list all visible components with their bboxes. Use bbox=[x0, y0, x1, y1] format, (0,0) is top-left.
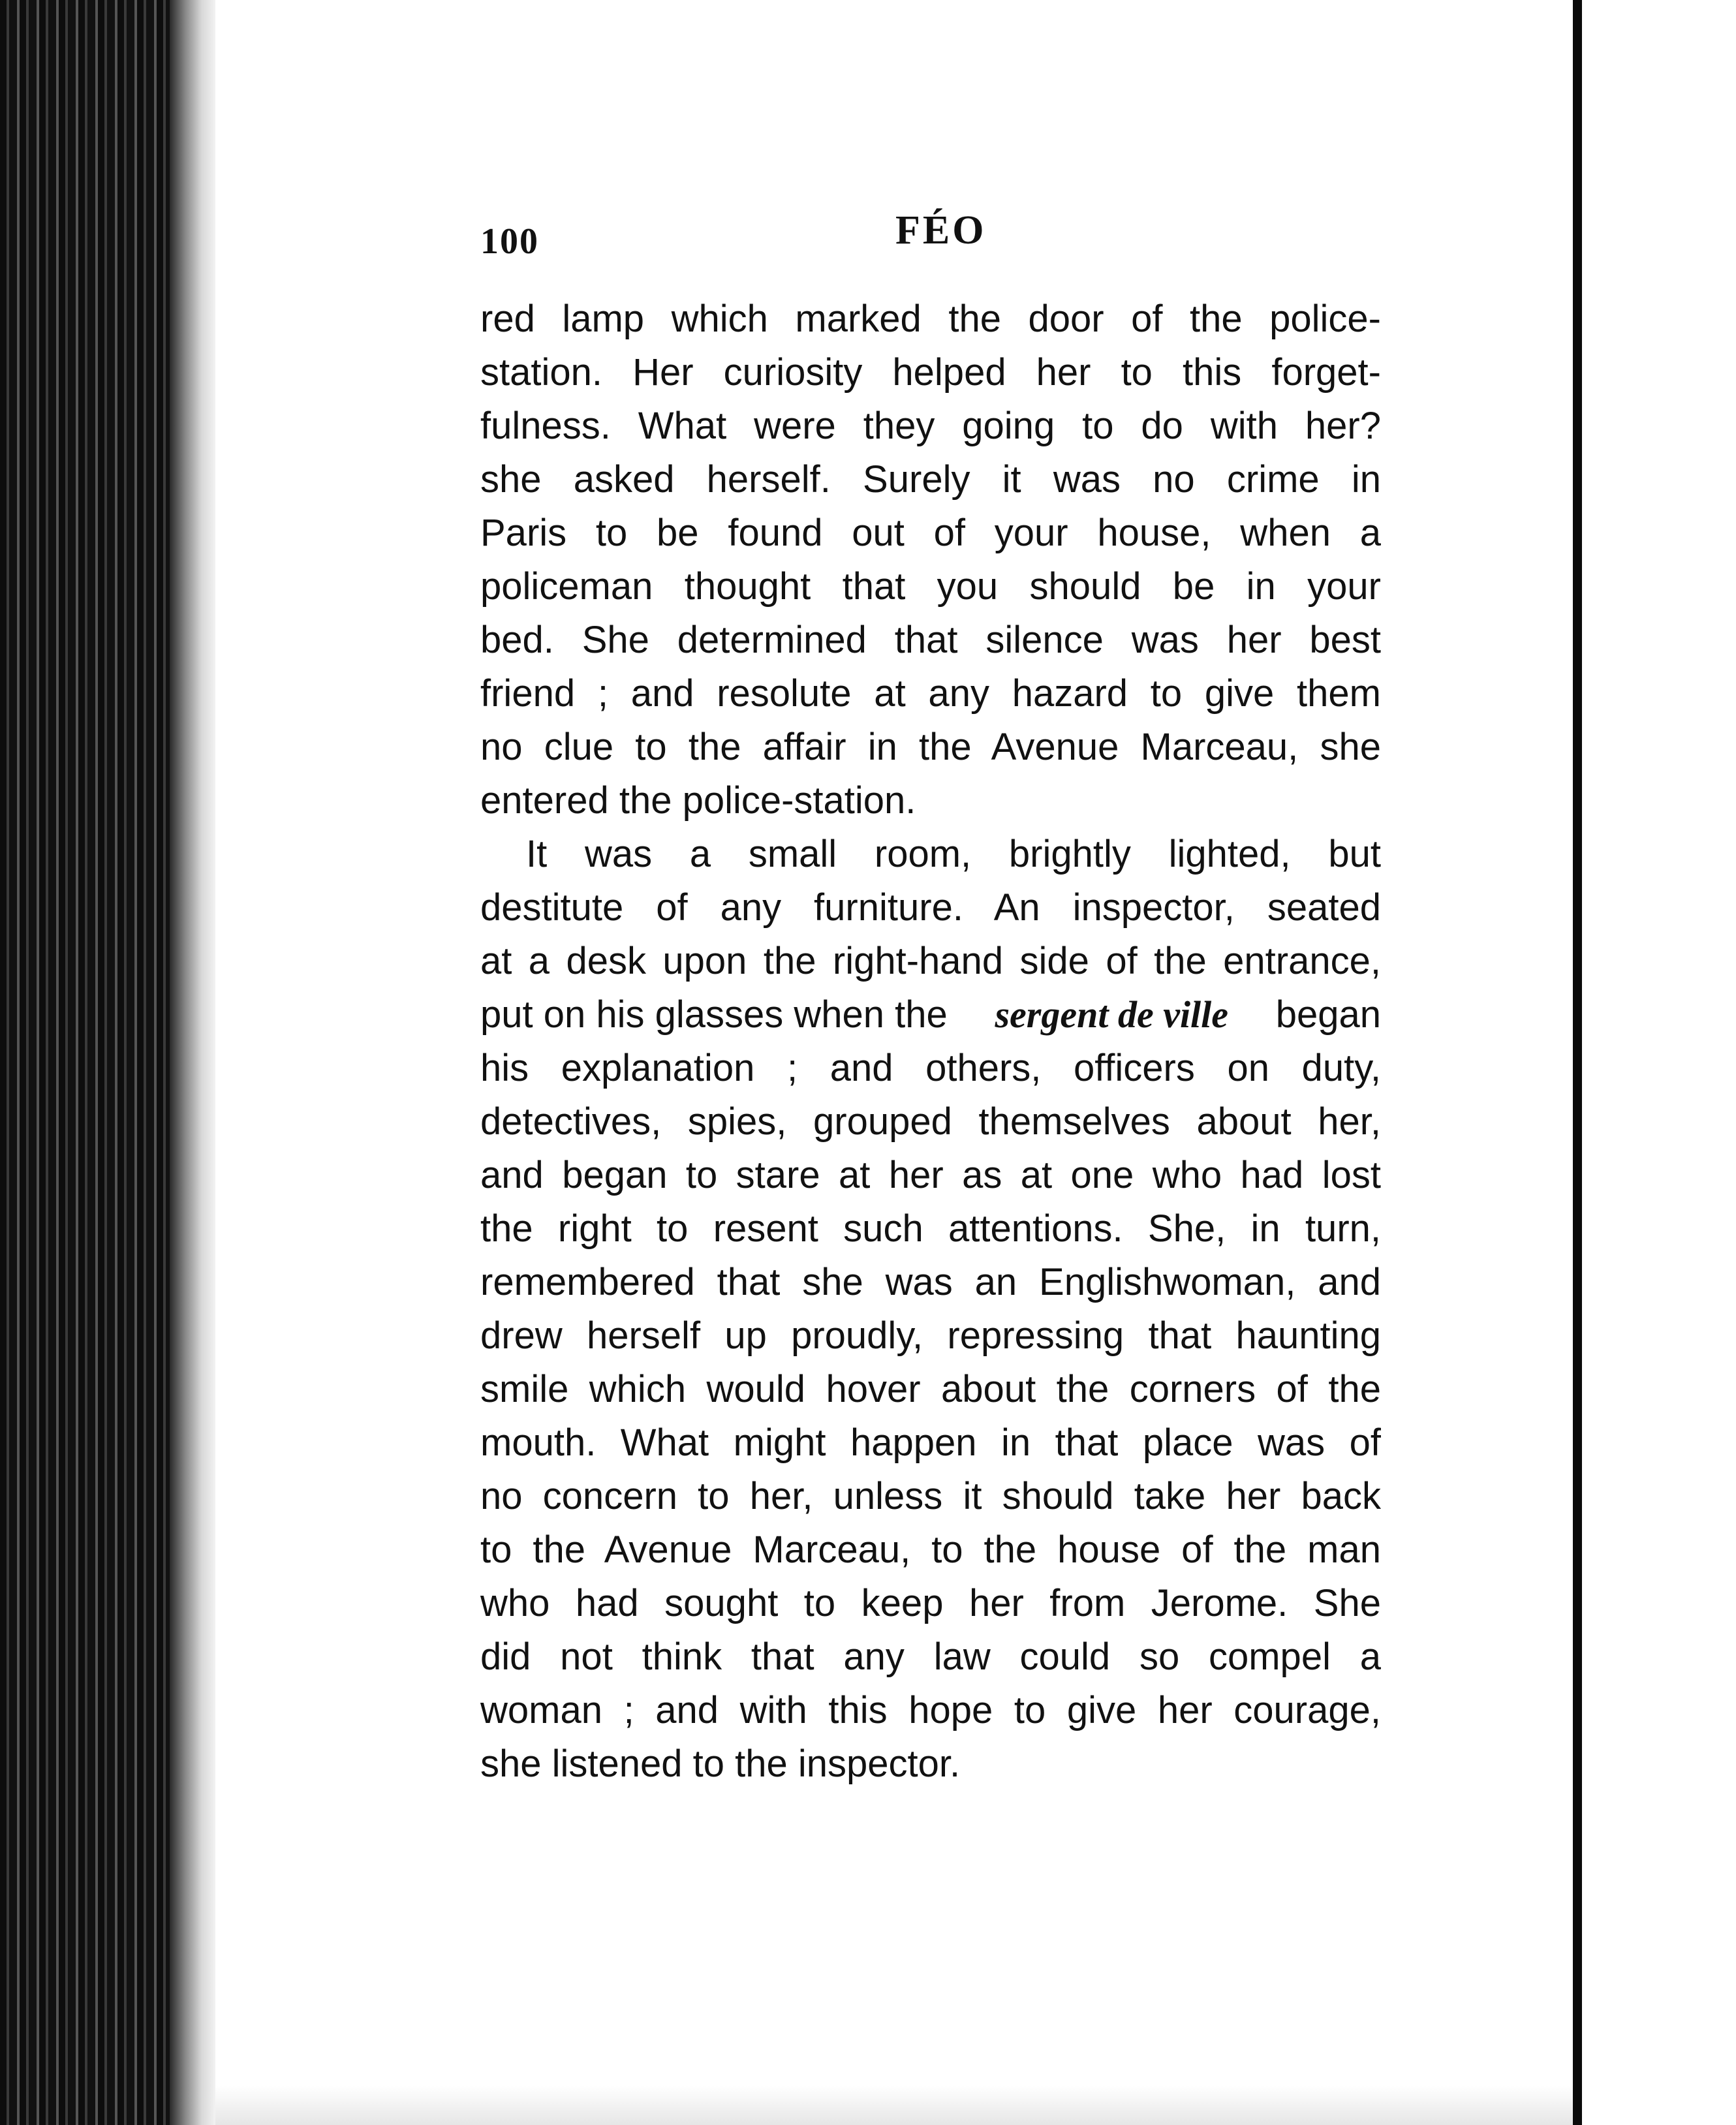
text-line: Paris to be found out of your house, when a bbox=[480, 512, 1381, 554]
text-line: remembered that she was an Englishwoman, and bbox=[480, 1261, 1381, 1303]
text-line: friend ; and resolute at any hazard to give them bbox=[480, 672, 1381, 715]
page-bottom-shadow bbox=[215, 2086, 1573, 2125]
text-line: entered the police-station. bbox=[480, 779, 916, 822]
running-title: FÉO bbox=[895, 208, 987, 253]
text-line: station. Her curiosity helped her to this forget- bbox=[480, 351, 1381, 394]
text-line: policeman thought that you should be in your bbox=[480, 565, 1381, 608]
text-line: smile which would hover about the corners of the bbox=[480, 1368, 1381, 1410]
text-line: to the Avenue Marceau, to the house of the man bbox=[480, 1528, 1381, 1571]
text-line: and began to stare at her as at one who had lost bbox=[480, 1154, 1381, 1196]
text-line: woman ; and with this hope to give her courage, bbox=[480, 1689, 1381, 1731]
page-header bbox=[480, 208, 1381, 266]
text-line: his explanation ; and others, officers on duty, bbox=[480, 1047, 1381, 1089]
right-margin bbox=[1582, 0, 1736, 2125]
italic-phrase: sergent de ville bbox=[995, 993, 1229, 1036]
text-segment: began bbox=[1275, 993, 1381, 1036]
text-line: mouth. What might happen in that place was of bbox=[480, 1421, 1381, 1464]
text-line: who had sought to keep her from Jerome. She bbox=[480, 1582, 1381, 1624]
text-line-mixed bbox=[480, 988, 1381, 1042]
text-line: did not think that any law could so compel a bbox=[480, 1636, 1381, 1678]
text-line: drew herself up proudly, repressing that haunting bbox=[480, 1314, 1381, 1357]
book-binding-edge bbox=[0, 0, 215, 2125]
text-line: the right to resent such attentions. She, in turn, bbox=[480, 1207, 1381, 1250]
text-line: she asked herself. Surely it was no crime in bbox=[480, 458, 1381, 501]
text-line: bed. She determined that silence was her best bbox=[480, 619, 1381, 661]
text-line: no clue to the affair in the Avenue Marceau, she bbox=[480, 726, 1381, 768]
text-line: no concern to her, unless it should take her back bbox=[480, 1475, 1381, 1517]
text-segment: put on his glasses when the bbox=[480, 993, 948, 1036]
text-line: destitute of any furniture. An inspector, seated bbox=[480, 886, 1381, 929]
text-line: at a desk upon the right-hand side of the entrance, bbox=[480, 940, 1381, 982]
text-line: detectives, spies, grouped themselves about her, bbox=[480, 1100, 1381, 1143]
page-right-border bbox=[1573, 0, 1582, 2125]
text-line: she listened to the inspector. bbox=[480, 1743, 961, 1785]
page-number: 100 bbox=[480, 221, 539, 262]
body-text bbox=[480, 292, 1381, 1791]
text-line: It was a small room, brightly lighted, but bbox=[526, 833, 1381, 875]
text-line: fulness. What were they going to do with her? bbox=[480, 405, 1381, 447]
text-line: red lamp which marked the door of the police- bbox=[480, 298, 1381, 340]
